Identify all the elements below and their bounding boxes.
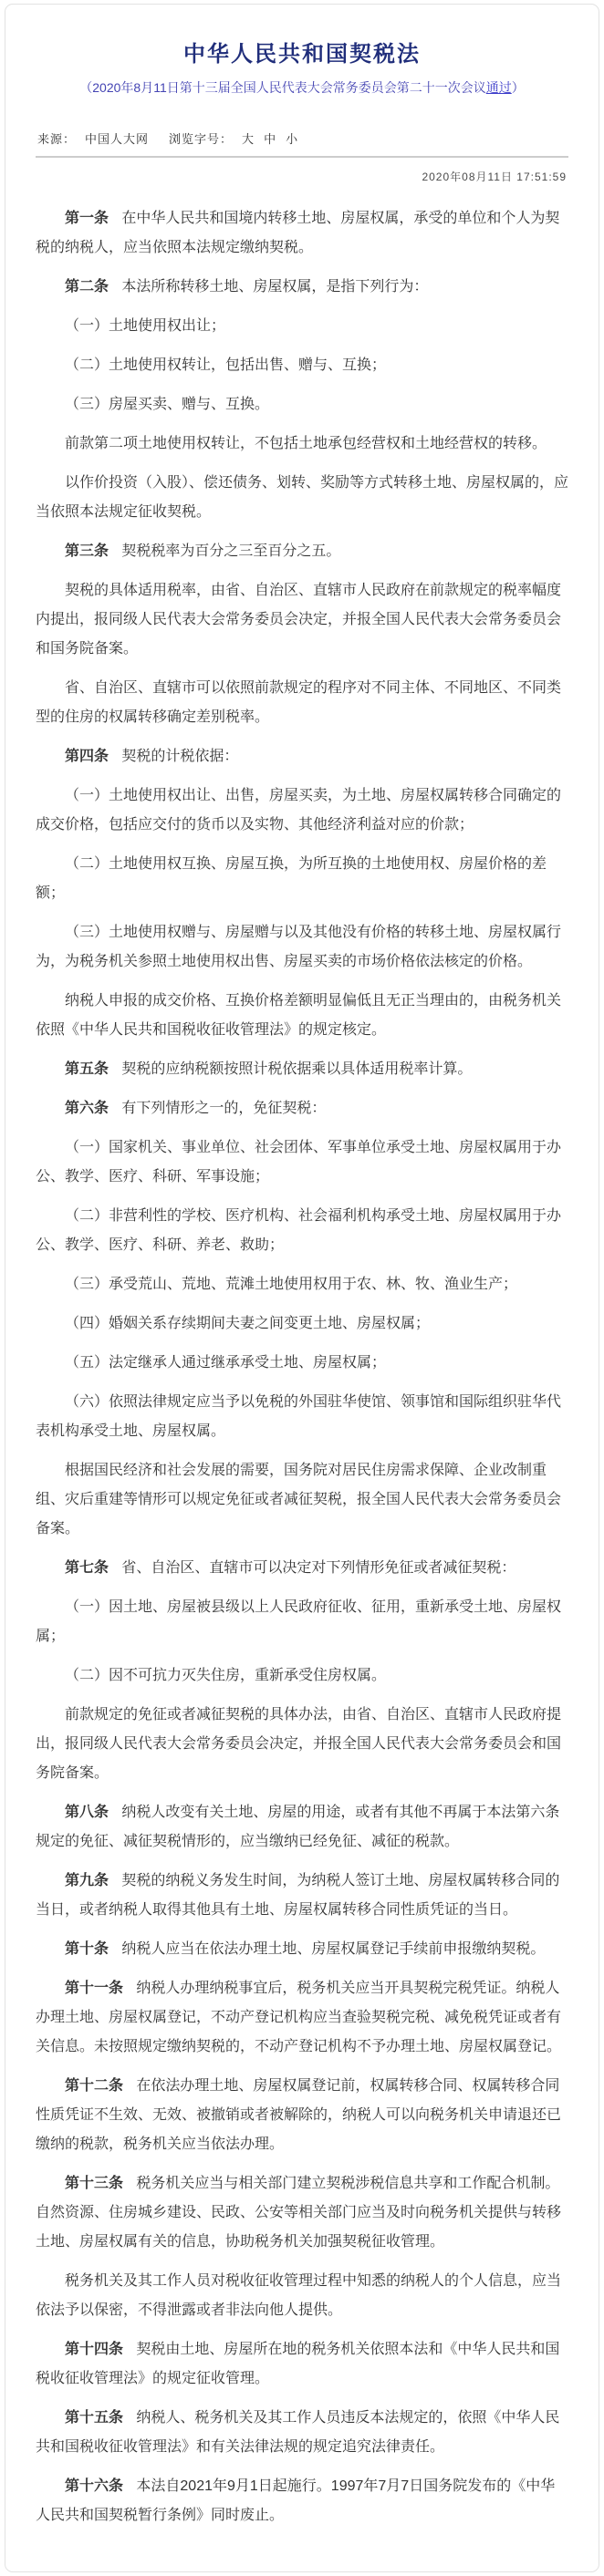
- paragraph-text: （一）土地使用权出让、出售，房屋买卖，为土地、房屋权属转移合同确定的成交价格，包括应交付的货币以及实物、其他经济利益对应的价款；: [36, 788, 562, 833]
- paragraph-text: （一）国家机关、事业单位、社会团体、军事单位承受土地、房屋权属用于办公、教学、医疗、科研、军事设施；: [36, 1140, 562, 1185]
- paragraph-text: 纳税人应当在依法办理土地、房屋权属登记手续前申报缴纳契税。: [121, 1941, 546, 1957]
- paragraph-text: 契税的具体适用税率，由省、自治区、直辖市人民政府在前款规定的税率幅度内提出，报同级人民代表大会常务委员会决定，并报全国人民代表大会常务委员会和国务院备案。: [36, 583, 562, 657]
- law-paragraph: [36, 576, 568, 664]
- law-paragraph: [36, 1701, 568, 1788]
- paragraph-text: （一）土地使用权出让；: [65, 318, 226, 334]
- article-number: 第九条: [65, 1873, 109, 1888]
- law-paragraph: [36, 1270, 568, 1299]
- law-paragraph: [36, 2072, 568, 2159]
- paragraph-text: 契税的纳税义务发生时间，为纳税人签订土地、房屋权属转移合同的当日，或者纳税人取得其他具有土地、房屋权属转移合同性质凭证的当日。: [36, 1873, 560, 1918]
- subtitle-text: （2020年8月11日第十三届全国人民代表大会常务委员会第二十一次会议: [79, 80, 486, 95]
- article-number: 第十五条: [65, 2410, 124, 2426]
- article-body: [36, 204, 568, 2530]
- law-paragraph: [36, 781, 568, 840]
- paragraph-text: 省、自治区、直辖市可以依照前款规定的程序对不同主体、不同地区、不同类型的住房的权属转移确定差别税率。: [36, 680, 562, 725]
- paragraph-text: 根据国民经济和社会发展的需要，国务院对居民住房需求保障、企业改制重组、灾后重建等情形可以规定免征或者减征契税，报全国人民代表大会常务委员会备案。: [36, 1463, 562, 1536]
- law-paragraph: [36, 742, 568, 771]
- paragraph-text: （四）婚姻关系存续期间夫妻之间变更土地、房屋权属；: [65, 1316, 431, 1331]
- paragraph-text: 税务机关应当与相关部门建立契税涉税信息共享和工作配合机制。自然资源、住房城乡建设、民政、公安等相关部门应当及时向税务机关提供与转移土地、房屋权属有关的信息，协助税务机关加强契税征收管理。: [36, 2176, 562, 2250]
- article-number: 第一条: [65, 211, 109, 226]
- law-paragraph: [36, 1974, 568, 2062]
- paragraph-text: 纳税人改变有关土地、房屋的用途，或者有其他不再属于本法第六条规定的免征、减征契税情形的，应当缴纳已经免征、减征的税款。: [36, 1805, 560, 1849]
- paragraph-text: 契税的应纳税额按照计税依据乘以具体适用税率计算。: [121, 1061, 473, 1077]
- subtitle-closing-paren: ）: [511, 80, 525, 95]
- law-paragraph: [36, 2267, 568, 2325]
- law-paragraph: [36, 1661, 568, 1691]
- law-paragraph: [36, 1935, 568, 1964]
- article-number: 第八条: [65, 1805, 109, 1820]
- paragraph-text: （三）房屋买卖、赠与、互换。: [65, 397, 270, 412]
- law-paragraph: [36, 1388, 568, 1446]
- law-paragraph: [36, 850, 568, 908]
- paragraph-text: （三）承受荒山、荒地、荒滩土地使用权用于农、林、牧、渔业生产；: [65, 1277, 518, 1292]
- paragraph-text: 省、自治区、直辖市可以决定对下列情形免征或者减征契税：: [121, 1560, 516, 1576]
- paragraph-text: 契税的计税依据：: [121, 749, 239, 764]
- article-number: 第十四条: [65, 2342, 124, 2357]
- paragraph-text: 纳税人、税务机关及其工作人员违反本法规定的，依照《中华人民共和国税收征收管理法》和有关法律法规的规定追究法律责任。: [36, 2410, 560, 2455]
- law-paragraph: [36, 204, 568, 263]
- font-size-label: 浏览字号：: [169, 132, 234, 146]
- law-paragraph: [36, 1202, 568, 1260]
- law-paragraph: [36, 1456, 568, 1544]
- law-paragraph: [36, 1094, 568, 1123]
- law-paragraph: [36, 2169, 568, 2257]
- law-paragraph: [36, 1798, 568, 1857]
- law-paragraph: [36, 1593, 568, 1651]
- law-paragraph: [36, 390, 568, 419]
- paragraph-text: 契税税率为百分之三至百分之五。: [121, 543, 341, 559]
- law-paragraph: [36, 1349, 568, 1378]
- source-label: 来源：: [37, 132, 77, 146]
- law-paragraph: [36, 351, 568, 380]
- law-paragraph: [36, 2335, 568, 2394]
- font-size-small-button[interactable]: 小: [286, 132, 299, 146]
- article-number: 第四条: [65, 749, 109, 764]
- paragraph-text: 以作价投资（入股）、偿还债务、划转、奖励等方式转移土地、房屋权属的，应当依照本法规定征收契税。: [36, 475, 569, 520]
- paragraph-text: （一）因土地、房屋被县级以上人民政府征收、征用，重新承受土地、房屋权属；: [36, 1599, 562, 1644]
- paragraph-text: （二）土地使用权转让，包括出售、赠与、互换；: [65, 357, 387, 373]
- paragraph-text: 在中华人民共和国境内转移土地、房屋权属，承受的单位和个人为契税的纳税人，应当依照本法规定缴纳契税。: [36, 211, 560, 255]
- law-paragraph: [36, 2404, 568, 2462]
- paragraph-text: 前款第二项土地使用权转让，不包括土地承包经营权和土地经营权的转移。: [65, 436, 547, 451]
- paragraph-text: （二）土地使用权互换、房屋互换，为所互换的土地使用权、房屋价格的差额；: [36, 856, 547, 901]
- paragraph-text: （二）非营利性的学校、医疗机构、社会福利机构承受土地、房屋权属用于办公、教学、医疗、科研、养老、救助；: [36, 1208, 562, 1253]
- article-number: 第五条: [65, 1061, 109, 1077]
- law-paragraph: [36, 429, 568, 459]
- article-number: 第十条: [65, 1941, 109, 1957]
- page-title: 中华人民共和国契税法: [183, 42, 421, 67]
- article-number: 第二条: [65, 279, 109, 295]
- article-number: 第七条: [65, 1560, 109, 1576]
- article-number: 第十六条: [65, 2478, 124, 2494]
- article-number: 第十二条: [65, 2078, 124, 2094]
- article-number: 第三条: [65, 543, 109, 559]
- law-paragraph: [36, 1055, 568, 1084]
- paragraph-text: 本法自2021年9月1日起施行。1997年7月7日国务院发布的《中华人民共和国契税暂行条例》同时废止。: [36, 2478, 556, 2523]
- publish-datetime: 2020年08月11日 17:51:59: [422, 171, 567, 183]
- paragraph-text: 契税由土地、房屋所在地的税务机关依照本法和《中华人民共和国税收征收管理法》的规定征收管理。: [36, 2342, 560, 2386]
- font-size-medium-button[interactable]: 中: [264, 132, 277, 146]
- paragraph-text: 本法所称转移土地、房屋权属，是指下列行为：: [121, 279, 429, 295]
- law-paragraph: [36, 469, 568, 527]
- paragraph-text: 纳税人办理纳税事宜后，税务机关应当开具契税完税凭证。纳税人办理土地、房屋权属登记，不动产登记机构应当查验契税完税、减免税凭证或者有关信息。未按照规定缴纳契税的，不动产登记机构不予办理土地、房屋权属登记。: [36, 1981, 562, 2054]
- paragraph-text: （三）土地使用权赠与、房屋赠与以及其他没有价格的转移土地、房屋权属行为，为税务机关参照土地使用权出售、房屋买卖的市场价格依法核定的价格。: [36, 925, 562, 969]
- law-paragraph: [36, 273, 568, 302]
- subtitle-passed-link[interactable]: 通过: [485, 80, 512, 95]
- article-number: 第十一条: [65, 1981, 124, 1996]
- meta-bar: [36, 124, 568, 158]
- law-paragraph: [36, 1554, 568, 1583]
- law-paragraph: [36, 1133, 568, 1192]
- law-paragraph: [36, 312, 568, 341]
- paragraph-text: （二）因不可抗力灭失住房，重新承受住房权属。: [65, 1668, 387, 1683]
- paragraph-text: （六）依照法律规定应当予以免税的外国驻华使馆、领事馆和国际组织驻华代表机构承受土地、房屋权属。: [36, 1394, 562, 1439]
- law-paragraph: [36, 1867, 568, 1925]
- font-size-large-button[interactable]: 大: [242, 132, 255, 146]
- source-value: 中国人大网: [85, 132, 150, 146]
- paragraph-text: 有下列情形之一的，免征契税：: [121, 1101, 327, 1116]
- paragraph-text: （五）法定继承人通过继承承受土地、房屋权属；: [65, 1355, 387, 1371]
- paragraph-text: 纳税人申报的成交价格、互换价格差额明显偏低且无正当理由的，由税务机关依照《中华人民共和国税收征收管理法》的规定核定。: [36, 993, 562, 1038]
- article-number: 第十三条: [65, 2176, 124, 2191]
- paragraph-text: 税务机关及其工作人员对税收征收管理过程中知悉的纳税人的个人信息，应当依法予以保密，不得泄露或者非法向他人提供。: [36, 2273, 562, 2318]
- law-paragraph: [36, 674, 568, 732]
- article-page: [5, 4, 599, 2572]
- page-subtitle: [36, 78, 568, 97]
- paragraph-text: 前款规定的免征或者减征契税的具体办法，由省、自治区、直辖市人民政府提出，报同级人民代表大会常务委员会决定，并报全国人民代表大会常务委员会和国务院备案。: [36, 1707, 562, 1781]
- law-paragraph: [36, 537, 568, 566]
- law-paragraph: [36, 1309, 568, 1339]
- article-number: 第六条: [65, 1101, 109, 1116]
- law-paragraph: [36, 2472, 568, 2530]
- paragraph-text: 在依法办理土地、房屋权属登记前，权属转移合同、权属转移合同性质凭证不生效、无效、被撤销或者被解除的，纳税人可以向税务机关申请退还已缴纳的税款，税务机关应当依法办理。: [36, 2078, 562, 2152]
- law-paragraph: [36, 987, 568, 1045]
- law-paragraph: [36, 918, 568, 977]
